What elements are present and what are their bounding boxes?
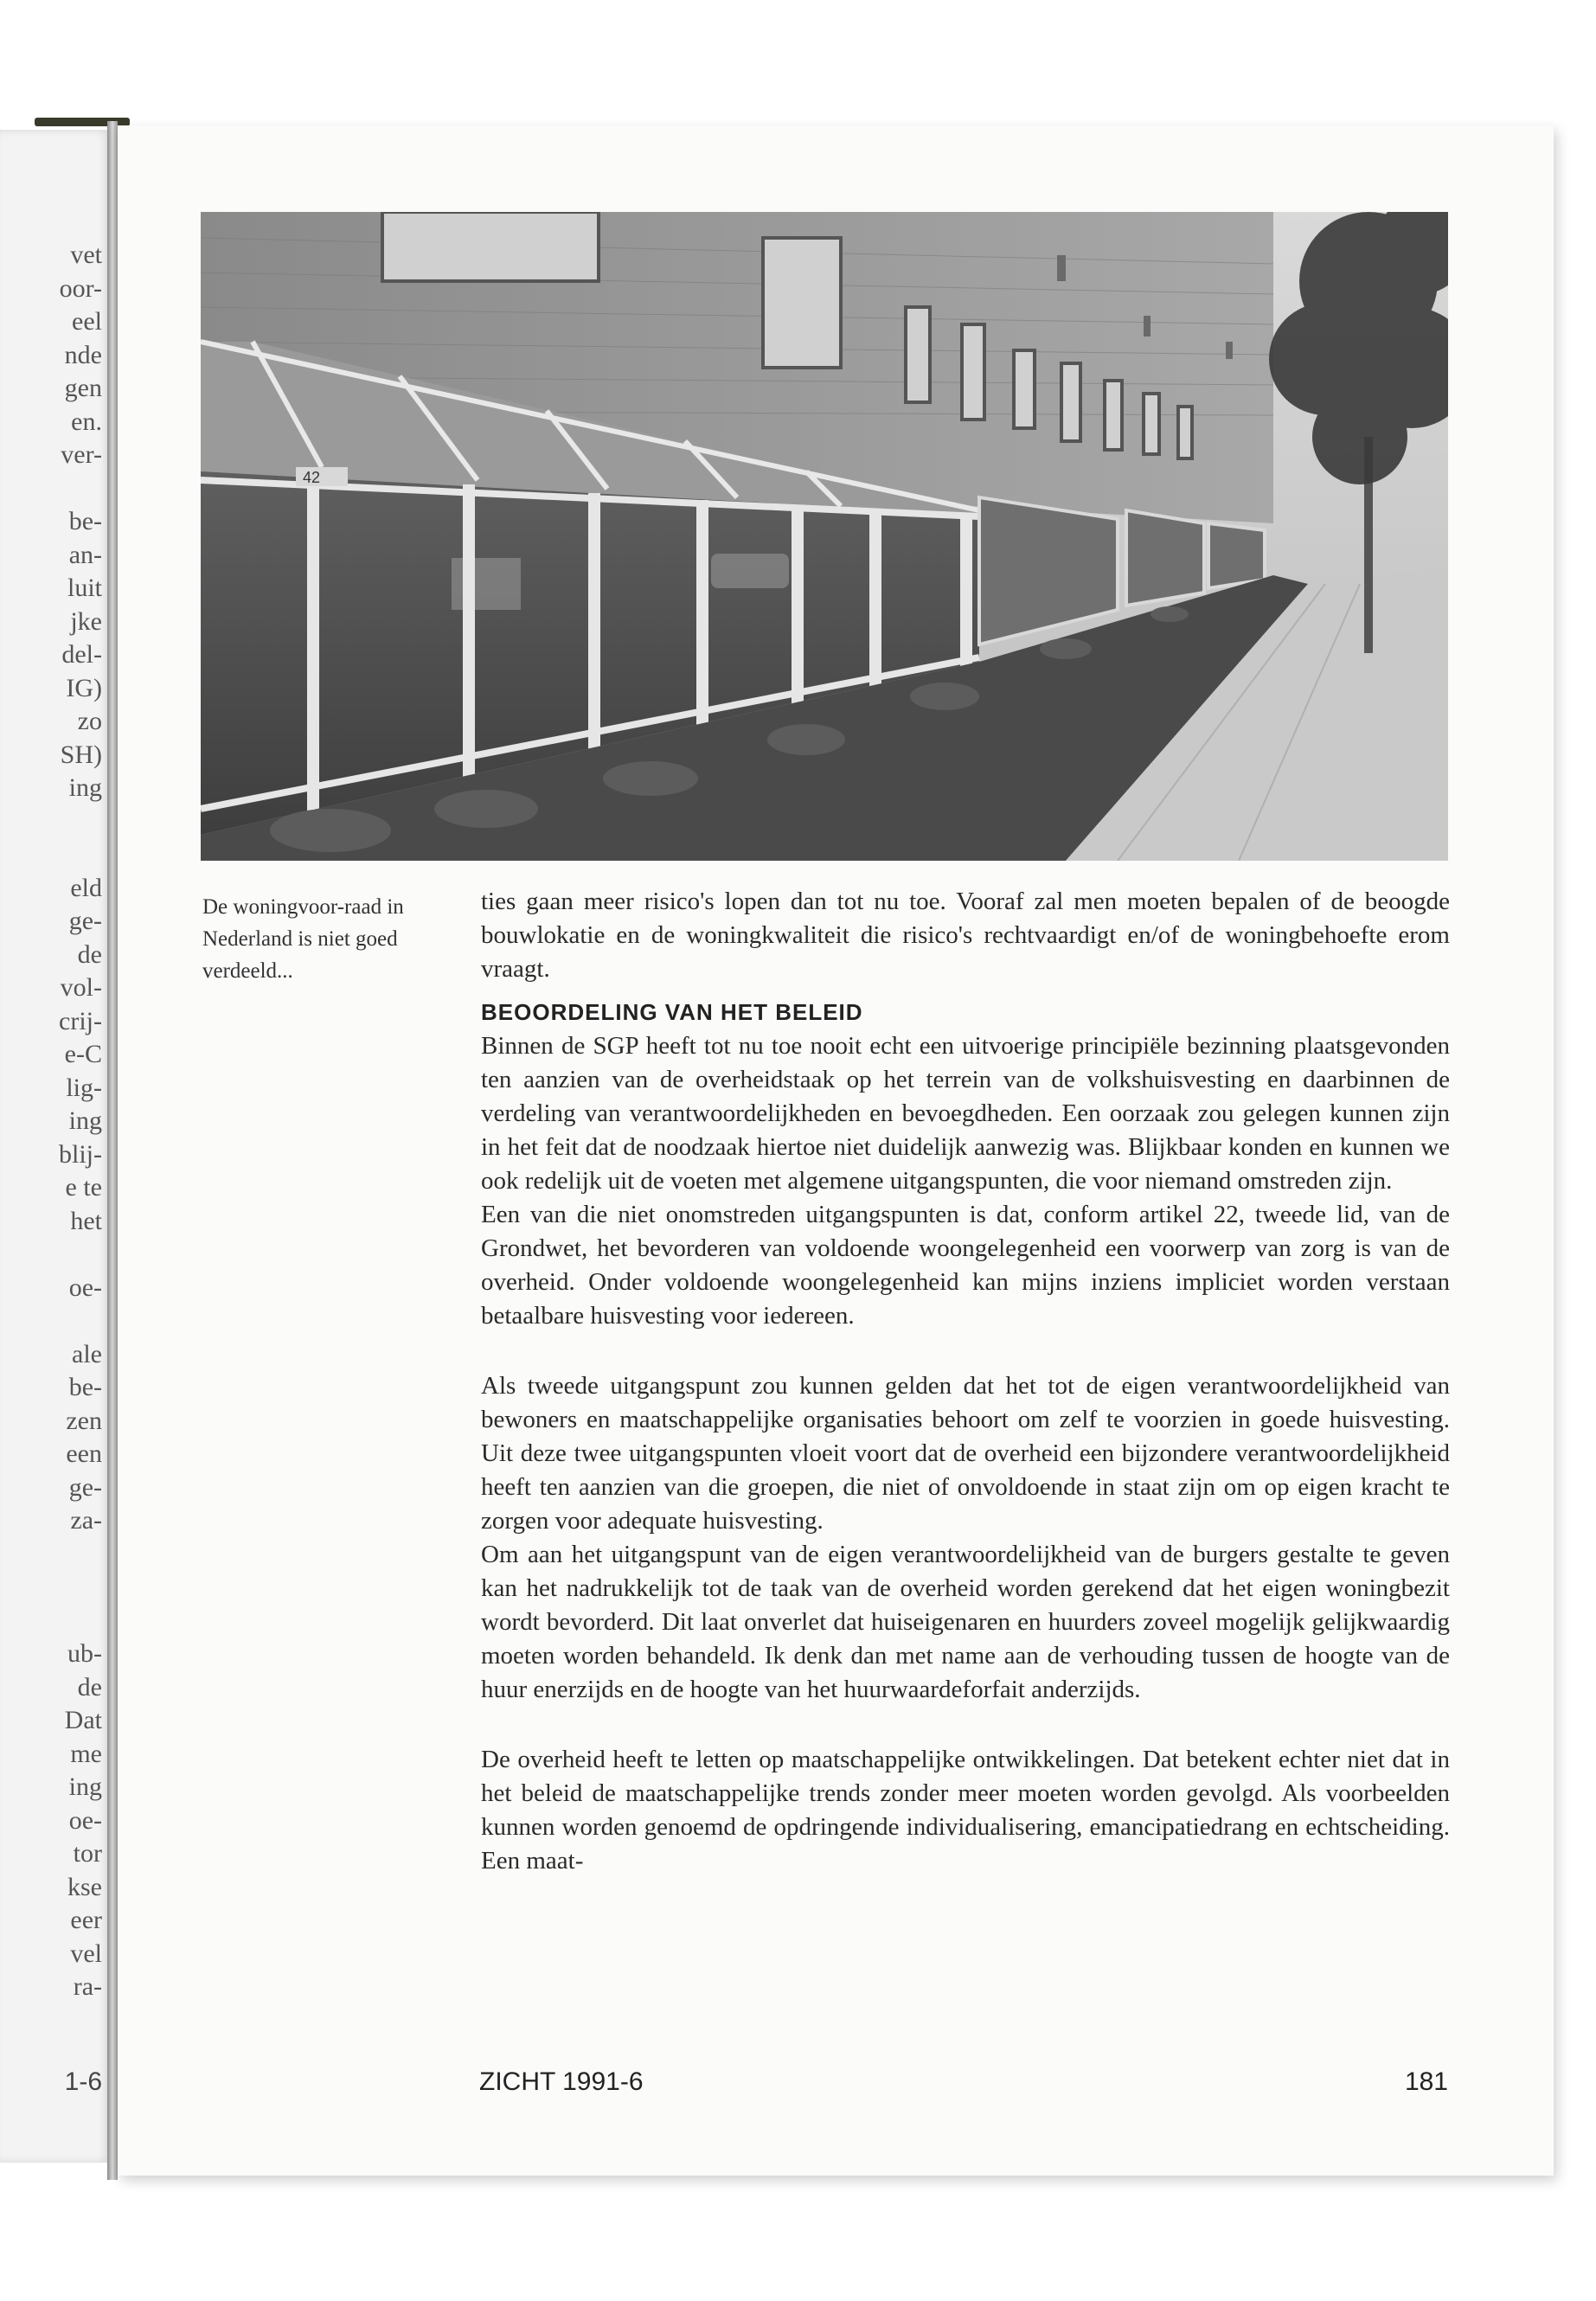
previous-page-fragment: e te (65, 1173, 102, 1202)
book-spine (107, 121, 118, 2180)
previous-page-fragment: ge- (68, 1472, 102, 1502)
previous-page-fragment: ver- (61, 440, 102, 469)
section-heading: BEOORDELING VAN HET BELEID (481, 999, 863, 1025)
house-number: 42 (303, 469, 321, 486)
previous-page-fragment: eel (72, 307, 102, 336)
previous-page-fragment: ub- (67, 1639, 102, 1668)
previous-page-fragment: oe- (68, 1272, 102, 1302)
previous-page-fragment: e-C (64, 1040, 102, 1068)
previous-page-fragment: eer (70, 1906, 102, 1934)
previous-page-fragment: ale (72, 1339, 102, 1368)
previous-page-fragment: za- (70, 1506, 102, 1535)
previous-page-fragment: ing (68, 773, 102, 802)
previous-page-fragment: een (66, 1439, 102, 1468)
article-paragraph-1: Binnen de SGP heeft tot nu toe nooit echt een uitvoerige principiële bezinning plaatsgevonden ten aanzien van de overheidstaak op het terrein van de volkshuisvesting en daarbinnen de verdeling van verantwoordelijkheden en bevoegdheden. Een oorzaak zou gelegen kunnen zijn in het feit dat de noodzaak hiertoe niet duidelijk aanwezig was. Blijkbaar konden en kunnen we ook redelijk uit de voeten met algemene uitgangspunten, die voor niemand omstreden zijn. (481, 1032, 1450, 1195)
previous-page-fragment: lig- (66, 1073, 102, 1102)
article-paragraph-3: Als tweede uitgangspunt zou kunnen gelden dat het tot de eigen verantwoordelijkheid van bewoners en maatschappelijke organisaties behoort om zelf te voorzien in goede huisvesting. Uit deze twee uitgangspunten vloeit voort dat de overheid een bijzondere verantwoordelijkheid heeft ten aanzien van die groepen, die niet of onvoldoende in staat zijn om op eigen kracht te zorgen voor adequate huisvesting. (481, 1372, 1450, 1535)
article-paragraph-2: Een van die niet onomstreden uitgangspunten is dat, conform artikel 22, tweede lid, van de Grondwet, het bevorderen van voldoende woongelegenheid een voorwerp van zorg is van de overheid. Onder voldoende woongelegenheid kan mijns inziens impliciet worden verstaan betaalbare huisvesting voor iedereen. (481, 1201, 1450, 1330)
previous-page-fragment: oe- (68, 1805, 102, 1835)
previous-page-fragment: en. (71, 407, 102, 436)
previous-page-fragment: Dat (64, 1706, 102, 1734)
previous-page-fragment: de (77, 939, 102, 969)
previous-page-strip (0, 130, 111, 2163)
previous-page-fragment: crij- (59, 1006, 102, 1035)
previous-page-fragment: kse (67, 1872, 102, 1901)
previous-page-fragment: an- (68, 540, 102, 569)
previous-page-fragment: vel (70, 1939, 102, 1968)
previous-page-fragment: be- (68, 507, 102, 535)
previous-page-fragment: zen (66, 1406, 102, 1435)
previous-page-fragment: vet (70, 240, 102, 269)
previous-page-fragment: del- (61, 640, 102, 669)
article-paragraph-5: De overheid heeft te letten op maatschappelijke ontwikkelingen. Dat betekent echter niet dat in het beleid de maatschappelijke trends zonder meer moeten worden gevolgd. Als voorbeelden kunnen worden genoemd de opdringende individualisering, emancipatiedrang en echtscheiding. Een maat- (481, 1746, 1450, 1875)
previous-page-fragment: de (77, 1672, 102, 1702)
previous-page-fragment: ing (68, 1106, 102, 1135)
previous-page-fragment: IG) (66, 673, 102, 702)
previous-page-fragment: vol- (60, 973, 102, 1002)
previous-page-fragment: SH) (60, 740, 102, 769)
magazine-page (118, 125, 1554, 2176)
previous-page-fragment: oor- (59, 273, 102, 303)
journal-footer: ZICHT 1991-6 (479, 2067, 644, 2096)
previous-page-fragment: gen (64, 374, 102, 402)
article-paragraph-4: Om aan het uitgangspunt van de eigen verantwoordelijkheid van de burgers gestalte te geven kan het nadrukkelijk tot de taak van de overheid worden gerekend dat het eigen woningbezit wordt bevorderd. Dit laat onverlet dat huiseigenaren en huurders zoveel mogelijk gelijkwaardig moeten worden behandeld. Ik denk dan met name aan de verhouding tussen de hoogte van de huur enerzijds en de hoogte van het huurwaardeforfait anderzijds. (481, 1541, 1450, 1703)
previous-page-fragment: ra- (73, 1972, 102, 2001)
previous-page-fragment: ing (68, 1772, 102, 1801)
previous-page-fragment: nde (64, 340, 102, 369)
previous-page-fragment: het (70, 1206, 102, 1235)
street-photo (201, 212, 1448, 861)
previous-page-fragment: be- (68, 1373, 102, 1401)
previous-page-fragment: luit (67, 574, 102, 602)
article-intro: ties gaan meer risico's lopen dan tot nu toe. Vooraf zal men moeten bepalen of de beoogde bouwlokatie en de woningkwaliteit die risico's rechtvaardigt en/of de woningbehoefte erom vraagt. (481, 888, 1450, 983)
previous-page-fragment: tor (73, 1839, 102, 1868)
previous-page-fragment: zo (77, 707, 102, 735)
article-column (481, 885, 1450, 1878)
previous-page-fragment: me (70, 1739, 102, 1768)
page-number: 181 (1404, 2067, 1448, 2096)
previous-page-fragment: jke (70, 606, 102, 636)
previous-page-fragment: ge- (68, 907, 102, 935)
previous-page-fragment: blij- (59, 1139, 102, 1169)
previous-page-fragment: eld (70, 873, 102, 902)
previous-page-footer: 1-6 (64, 2067, 102, 2096)
photo-caption: De woningvoor-raad in Nederland is niet goed verdeeld... (202, 895, 404, 983)
